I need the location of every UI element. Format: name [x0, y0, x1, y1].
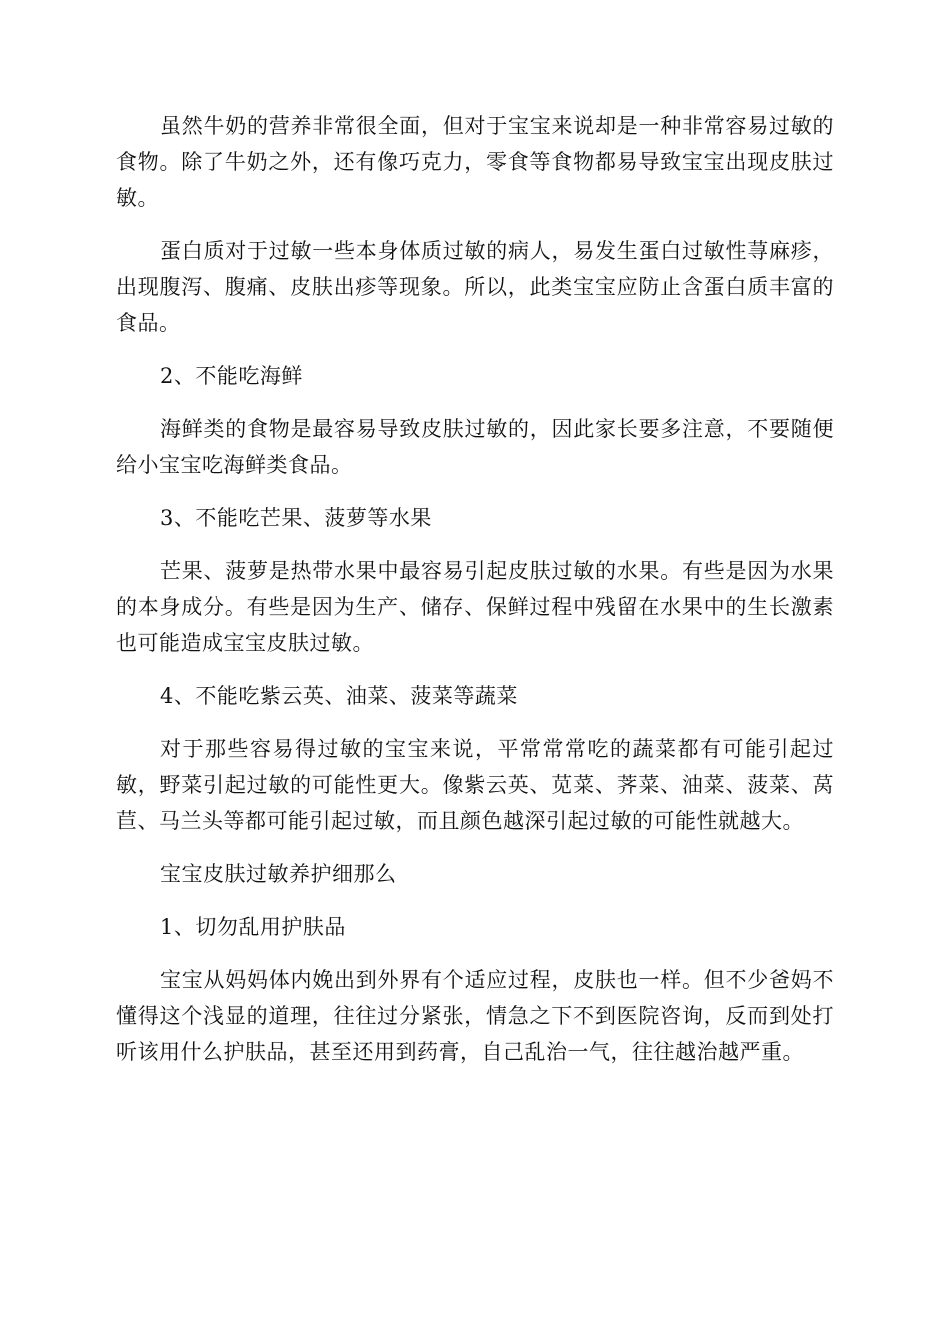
heading-skin-care: 宝宝皮肤过敏养护细那么 — [160, 862, 397, 886]
paragraph-protein-allergy: 蛋白质对于过敏一些本身体质过敏的病人，易发生蛋白过敏性荨麻疹，出现腹泻、腹痛、皮肤出疹等现象。所以，此类宝宝应防止含蛋白质丰富的食品。 — [116, 239, 834, 335]
heading-no-vegetables: 4、不能吃紫云英、油菜、菠菜等蔬菜 — [160, 684, 518, 708]
paragraph-vegetables: 对于那些容易得过敏的宝宝来说，平常常常吃的蔬菜都有可能引起过敏，野菜引起过敏的可能性更大。像紫云英、苋菜、荠菜、油菜、菠菜、莴苣、马兰头等都可能引起过敏，而且颜色越深引起过敏的可能性就越大。 — [116, 737, 834, 833]
heading-no-seafood: 2、不能吃海鲜 — [160, 364, 303, 388]
paragraph-milk-allergy: 虽然牛奶的营养非常很全面，但对于宝宝来说却是一种非常容易过敏的食物。除了牛奶之外，还有像巧克力，零食等食物都易导致宝宝出现皮肤过敏。 — [116, 114, 834, 210]
heading-no-tropical-fruit: 3、不能吃芒果、菠萝等水果 — [160, 506, 432, 530]
paragraph-skincare-products: 宝宝从妈妈体内娩出到外界有个适应过程，皮肤也一样。但不少爸妈不懂得这个浅显的道理，往往过分紧张，情急之下不到医院咨询，反而到处打听该用什么护肤品，甚至还用到药膏，自己乱治一气，往往越治越严重。 — [116, 968, 834, 1064]
paragraph-tropical-fruit: 芒果、菠萝是热带水果中最容易引起皮肤过敏的水果。有些是因为水果的本身成分。有些是因为生产、储存、保鲜过程中残留在水果中的生长激素也可能造成宝宝皮肤过敏。 — [116, 559, 834, 655]
heading-no-skincare-products: 1、切勿乱用护肤品 — [160, 915, 346, 939]
document-page — [116, 108, 834, 1087]
paragraph-seafood: 海鲜类的食物是最容易导致皮肤过敏的，因此家长要多注意，不要随便给小宝宝吃海鲜类食品。 — [116, 417, 834, 477]
